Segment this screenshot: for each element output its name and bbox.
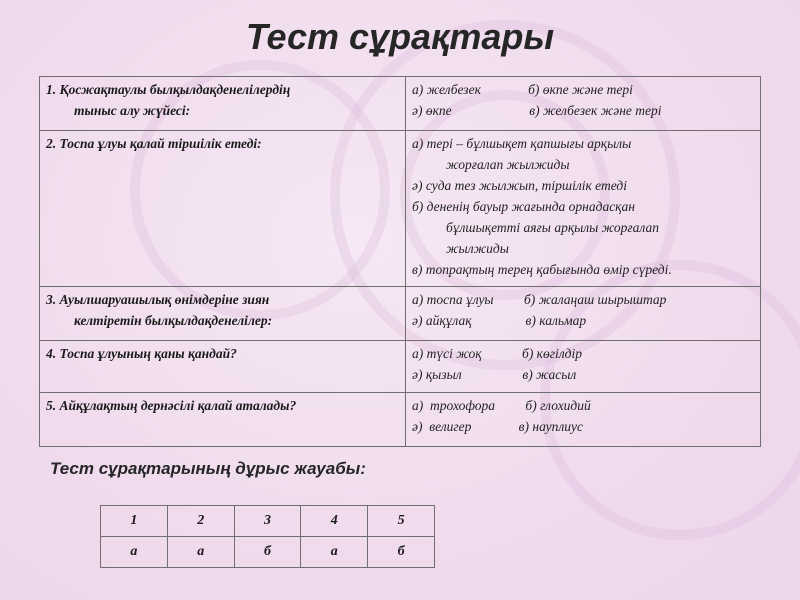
question-text: 2. Тоспа ұлуы қалай тіршілік етеді:	[46, 136, 262, 151]
answer-option: а) тері – бұлшықет қапшығы арқылы	[412, 136, 632, 151]
answers-table	[100, 505, 435, 568]
answer-option: ә) қызыл в) жасыл	[412, 367, 577, 382]
answer-option: б) дененің бауыр жағында орнадасқан	[412, 199, 635, 214]
answer-option: ә) велигер в) науплиус	[412, 419, 584, 434]
question-cell	[40, 287, 406, 341]
answer-options-cell	[406, 341, 761, 393]
answer-options-cell	[406, 287, 761, 341]
answer-number: 3	[234, 506, 301, 537]
answer-option: ә) айқұлақ в) кальмар	[412, 313, 587, 328]
question-text: келтіретін былқылдақденелілер:	[74, 313, 273, 328]
answer-option: бұлшықетті аяғы арқылы жорғалап	[446, 220, 659, 235]
answer-option: ә) өкпе в) желбезек және тері	[412, 103, 662, 118]
question-cell	[40, 131, 406, 287]
table-row	[40, 393, 761, 447]
answer-number: 2	[167, 506, 234, 537]
table-row	[40, 77, 761, 131]
page-title: Тест сұрақтары	[245, 16, 555, 57]
question-cell	[40, 77, 406, 131]
answer-number: 4	[301, 506, 368, 537]
table-row	[101, 537, 435, 568]
table-row	[101, 506, 435, 537]
answer-options-cell	[406, 131, 761, 287]
answer-letter: б	[234, 537, 301, 568]
answer-options-cell	[406, 393, 761, 447]
answer-option: жылжиды	[446, 241, 509, 256]
answer-number: 5	[368, 506, 435, 537]
question-text: 3. Ауылшаруашылық өнімдеріне зиян	[46, 292, 270, 307]
table-row	[40, 287, 761, 341]
table-row	[40, 131, 761, 287]
question-text: 4. Тоспа ұлуының қаны қандай?	[46, 346, 237, 361]
answer-option: а) желбезек б) өкпе және тері	[412, 82, 633, 97]
answer-option: ә) суда тез жылжып, тіршілік етеді	[412, 178, 627, 193]
table-row	[40, 341, 761, 393]
answer-letter: а	[167, 537, 234, 568]
answer-options-cell	[406, 77, 761, 131]
question-cell	[40, 393, 406, 447]
answer-option: а) түсі жоқ б) көгілдір	[412, 346, 582, 361]
answer-letter: а	[101, 537, 168, 568]
answer-option: жорғалап жылжиды	[446, 157, 570, 172]
answer-option: в) топрақтың терең қабығында өмір сүреді.	[412, 262, 672, 277]
question-text: тыныс алу жүйесі:	[74, 103, 191, 118]
answer-option: а) трохофора б) глохидий	[412, 398, 591, 413]
answer-option: а) тоспа ұлуы б) жалаңаш шырыштар	[412, 292, 667, 307]
questions-table	[39, 76, 761, 447]
question-text: 1. Қосжақтаулы былқылдақденелілердің	[46, 82, 291, 97]
question-cell	[40, 341, 406, 393]
answers-title: Тест сұрақтарының дұрыс жауабы:	[50, 459, 366, 478]
answer-number: 1	[101, 506, 168, 537]
question-text: 5. Айқұлақтың дернәсілі қалай аталады?	[46, 398, 297, 413]
answer-letter: а	[301, 537, 368, 568]
answer-letter: б	[368, 537, 435, 568]
